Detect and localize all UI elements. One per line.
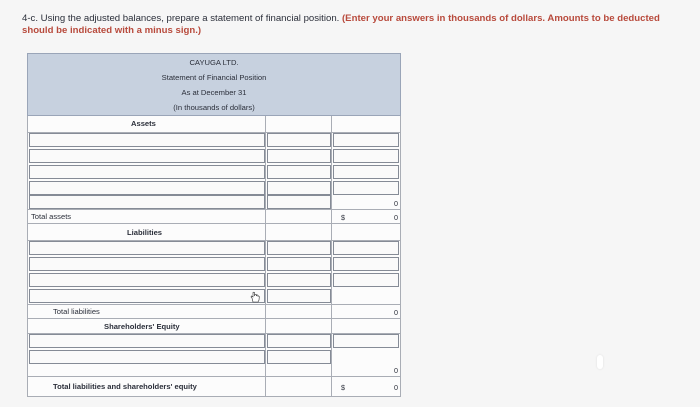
total-liab-equity-currency: $ <box>341 383 345 392</box>
liability-account-input[interactable] <box>29 289 265 303</box>
liability-total-input[interactable] <box>333 241 399 255</box>
decorative-blob <box>597 355 603 369</box>
liability-amount-input[interactable] <box>267 241 331 255</box>
asset-amount-input[interactable] <box>267 181 331 195</box>
total-liab-equity-value: 0 <box>394 383 398 392</box>
total-liab-equity-label: Total liabilities and shareholders' equity <box>53 382 197 391</box>
assets-heading: Assets <box>131 119 156 128</box>
total-liabilities-value: 0 <box>394 308 398 317</box>
liability-amount-input[interactable] <box>267 289 331 303</box>
hand-cursor-icon <box>249 291 261 303</box>
financial-statement-table <box>27 53 401 397</box>
asset-total-input[interactable] <box>333 133 399 147</box>
liability-account-input[interactable] <box>29 241 265 255</box>
liability-account-input[interactable] <box>29 257 265 271</box>
statement-date: As at December 31 <box>181 88 247 97</box>
asset-account-input[interactable] <box>29 133 265 147</box>
liability-total-input[interactable] <box>333 273 399 287</box>
total-assets-label: Total assets <box>31 212 72 221</box>
instructions-prompt: 4-c. Using the adjusted balances, prepare a statement of financial position. <box>22 13 342 24</box>
asset-amount-input[interactable] <box>267 165 331 179</box>
asset-amount-input[interactable] <box>267 149 331 163</box>
company-name: CAYUGA LTD. <box>189 58 239 67</box>
asset-amount-input[interactable] <box>267 133 331 147</box>
equity-account-input[interactable] <box>29 334 265 348</box>
equity-heading: Shareholders' Equity <box>104 322 180 331</box>
instructions <box>22 13 682 36</box>
equity-amount-input[interactable] <box>267 350 331 364</box>
equity-subtotal-value: 0 <box>394 366 398 375</box>
assets-subtotal-value: 0 <box>394 199 398 208</box>
statement-units: (In thousands of dollars) <box>173 103 255 112</box>
instructions-note: (Enter your answers in thousands of dollars. Amounts to be deducted should be indicated with a minus sign.) <box>22 13 660 36</box>
asset-account-input[interactable] <box>29 165 265 179</box>
asset-account-input[interactable] <box>29 195 265 209</box>
liability-total-input[interactable] <box>333 257 399 271</box>
total-assets-currency: $ <box>341 213 345 222</box>
total-liabilities-label: Total liabilities <box>53 307 100 316</box>
total-assets-value: 0 <box>394 213 398 222</box>
liability-amount-input[interactable] <box>267 273 331 287</box>
liability-amount-input[interactable] <box>267 257 331 271</box>
statement-title: Statement of Financial Position <box>161 73 267 82</box>
equity-account-input[interactable] <box>29 350 265 364</box>
asset-total-input[interactable] <box>333 165 399 179</box>
equity-total-input[interactable] <box>333 334 399 348</box>
equity-amount-input[interactable] <box>267 334 331 348</box>
liability-account-input[interactable] <box>29 273 265 287</box>
asset-amount-input[interactable] <box>267 195 331 209</box>
asset-account-input[interactable] <box>29 181 265 195</box>
asset-total-input[interactable] <box>333 149 399 163</box>
liabilities-heading: Liabilities <box>127 228 163 237</box>
asset-account-input[interactable] <box>29 149 265 163</box>
asset-total-input[interactable] <box>333 181 399 195</box>
